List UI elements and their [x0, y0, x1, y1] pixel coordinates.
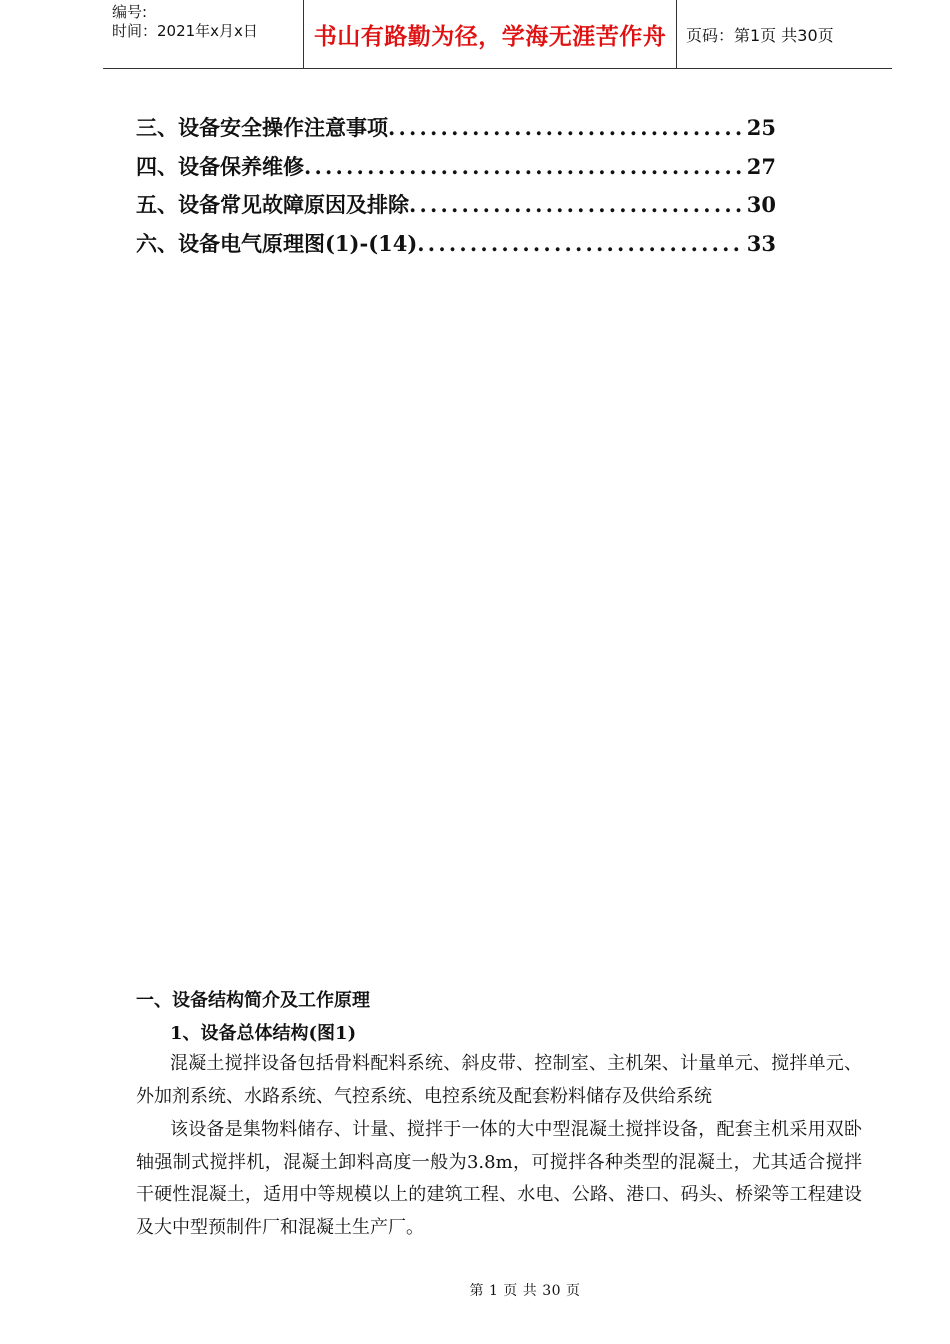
toc-leader-dots: [417, 231, 744, 256]
toc-entry-page: 27: [746, 153, 776, 179]
page-footer: 第 1 页 共 30 页: [469, 1283, 581, 1299]
table-of-contents: [136, 112, 776, 266]
subsection-title: 1、设备总体结构(图1): [170, 1023, 357, 1044]
toc-entry[interactable]: [136, 228, 776, 267]
toc-leader-dots: [304, 154, 745, 179]
header-motto: 书山有路勤为径，学海无涯苦作舟: [304, 0, 677, 68]
toc-entry[interactable]: [136, 112, 776, 151]
toc-leader-dots: [409, 192, 745, 217]
document-time-label: 时间：2021年x月x日: [112, 22, 258, 40]
document-number-label: 编号:: [112, 3, 148, 21]
toc-leader-dots: [388, 115, 745, 140]
toc-entry[interactable]: [136, 189, 776, 228]
toc-entry-title: 三、设备安全操作注意事项: [136, 115, 388, 140]
toc-entry-page: 30: [746, 192, 776, 217]
toc-entry-page: 33: [746, 230, 776, 256]
body-paragraph: 混凝土搅拌设备包括骨料配料系统、斜皮带、控制室、主机架、计量单元、搅拌单元、外加剂系统、水路系统、气控系统、电控系统及配套粉料储存及供给系统: [136, 1053, 862, 1107]
header-page-info: 页码：第1页 共30页: [686, 25, 834, 45]
toc-entry-page: 25: [746, 115, 776, 140]
toc-entry[interactable]: [136, 151, 776, 190]
body-paragraph: 该设备是集物料储存、计量、搅拌于一体的大中型混凝土搅拌设备，配套主机采用双卧轴强制式搅拌机，混凝土卸料高度一般为3.8m，可搅拌各种类型的混凝土，尤其适合搅拌干硬性混凝土，适用中等规模以上的建筑工程、水电、公路、港口、码头、桥梁等工程建设及大中型预制件厂和混凝土生产厂。: [136, 1119, 862, 1238]
section-title: 一、设备结构简介及工作原理: [136, 990, 370, 1011]
toc-entry-title: 五、设备常见故障原因及排除: [136, 192, 409, 217]
toc-entry-title: 六、设备电气原理图(1)-(14): [136, 230, 418, 256]
header-meta: [103, 0, 304, 68]
page-header: [103, 0, 892, 69]
toc-entry-title: 四、设备保养维修: [136, 153, 304, 179]
